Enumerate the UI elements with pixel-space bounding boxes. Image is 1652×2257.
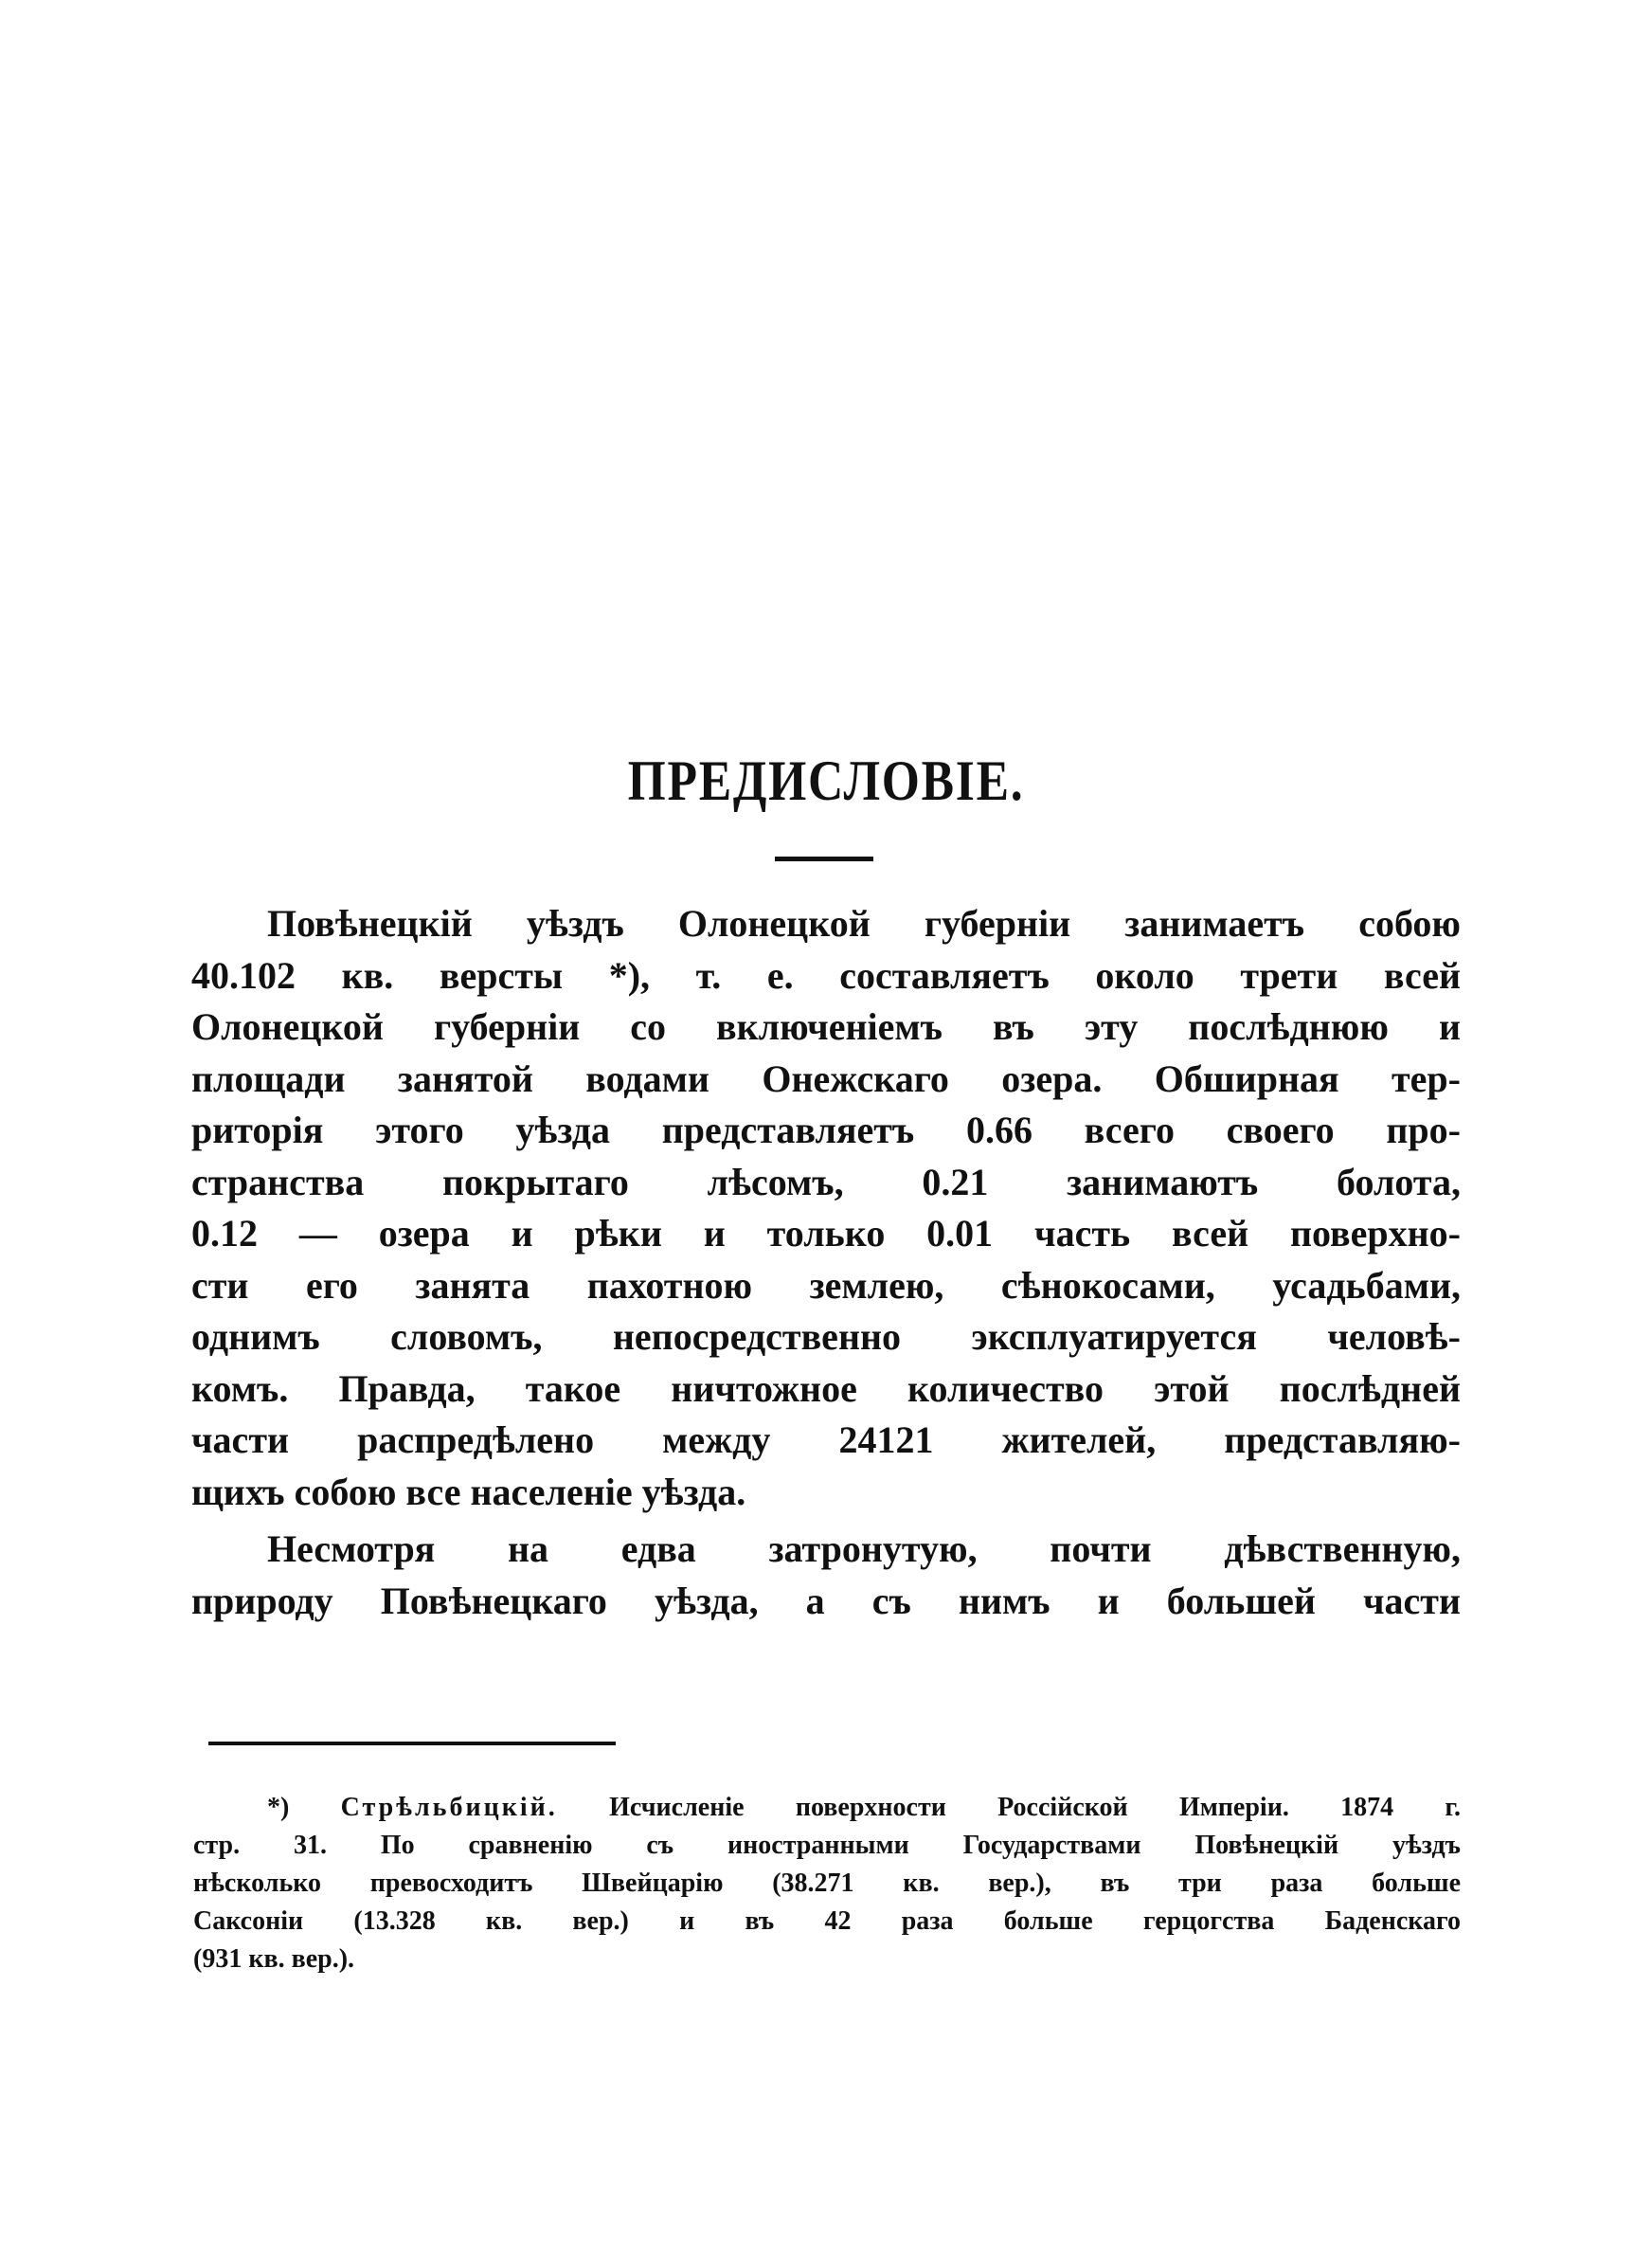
main-text <box>191 898 1461 1627</box>
footnote-line: стр. 31. По сравненію съ иностранными Государствами Повѣнецкій уѣздъ <box>193 1831 1461 1860</box>
text-line: странства покрытаго лѣсомъ, 0.21 занимаютъ болота, <box>191 1160 1461 1203</box>
footnote-line: *) Стрѣльбицкій. Исчисленіе поверхности Россійской Имперіи. 1874 г. <box>267 1793 1461 1822</box>
text-line: площади занятой водами Онежскаго озера. Обширная тер- <box>191 1056 1461 1100</box>
footnote-line: нѣсколько превосходитъ Швейцарію (38.271 кв. вер.), въ три раза больше <box>193 1869 1461 1898</box>
footnote-marker: *) <box>267 1793 290 1822</box>
text-line: однимъ словомъ, непосредственно эксплуатируется человѣ- <box>191 1315 1461 1358</box>
paragraph-2 <box>191 1524 1461 1627</box>
text-line: Несмотря на едва затронутую, почти дѣвственную, <box>267 1527 1461 1570</box>
text-line: 0.12 — озера и рѣки и только 0.01 часть всей поверхно- <box>191 1212 1461 1255</box>
footnote-author: Стрѣльбицкій. <box>340 1793 558 1822</box>
title-divider <box>775 857 873 861</box>
text-line: части распредѣлено между 24121 жителей, представляю- <box>191 1418 1461 1461</box>
paragraph-1 <box>191 898 1461 1518</box>
footnote-divider <box>208 1742 616 1745</box>
footnote-line: (931 кв. вер.). <box>193 1944 355 1974</box>
footnote-line: Саксоніи (13.328 кв. вер.) и въ 42 раза больше герцогства Баденскаго <box>193 1906 1461 1936</box>
page-title: ПРЕДИСЛОВІЕ. <box>627 749 1025 812</box>
text-line: 40.102 кв. версты *), т. е. составляетъ около трети всей <box>191 953 1461 997</box>
text-line: комъ. Правда, такое ничтожное количество этой послѣдней <box>191 1366 1461 1410</box>
text-line: сти его занята пахотною землею, сѣнокосами, усадьбами, <box>191 1263 1461 1307</box>
text-line: Повѣнецкій уѣздъ Олонецкой губерніи занимаетъ собою <box>267 902 1461 945</box>
text-line: Олонецкой губерніи со включеніемъ въ эту послѣднюю и <box>191 1005 1461 1048</box>
text-line: природу Повѣнецкаго уѣзда, а съ нимъ и большей части <box>191 1579 1461 1622</box>
footnote <box>193 1789 1461 1978</box>
text-line: риторія этого уѣзда представляетъ 0.66 всего своего про- <box>191 1109 1461 1151</box>
text-line: щихъ собою все населеніе уѣзда. <box>191 1470 746 1513</box>
